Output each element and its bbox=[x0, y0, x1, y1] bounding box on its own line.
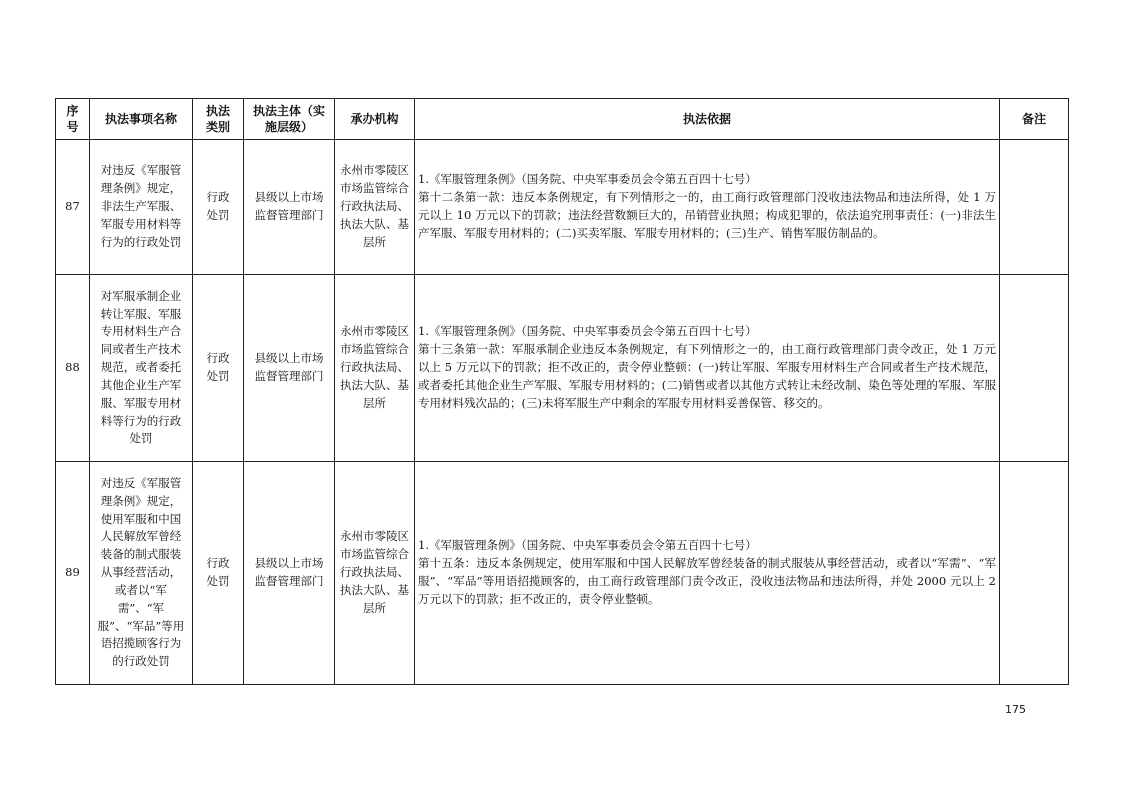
header-name: 执法事项名称 bbox=[90, 99, 193, 140]
table-row bbox=[56, 140, 1069, 275]
row-remark bbox=[1000, 275, 1069, 462]
header-remark: 备注 bbox=[1000, 99, 1069, 140]
basis-text: 第十五条：违反本条例规定，使用军服和中国人民解放军曾经装备的制式服装从事经营活动，或者以“军需”、“军服”、“军品”等用语招揽顾客的，由工商行政管理部门责令改正，没收违法物品和违法所得，并处 2000 元以上 2 万元以下的罚款；拒不改正的，责令停业整顿。 bbox=[418, 556, 996, 606]
basis-title: 1.《军服管理条例》（国务院、中央军事委员会令第五百四十七号） bbox=[418, 172, 757, 187]
row-basis bbox=[415, 140, 1000, 275]
row-name: 对违反《军服管理条例》规定，使用军服和中国人民解放军曾经装备的制式服装从事经营活动，或者以“军需”、“军服”、“军品”等用语招揽顾客行为的行政处罚 bbox=[90, 462, 193, 685]
header-basis: 执法依据 bbox=[415, 99, 1000, 140]
row-basis bbox=[415, 462, 1000, 685]
enforcement-table bbox=[55, 98, 1069, 685]
row-basis bbox=[415, 275, 1000, 462]
row-type: 行政处罚 bbox=[193, 462, 244, 685]
row-org: 永州市零陵区市场监管综合行政执法局、执法大队、基层所 bbox=[335, 462, 415, 685]
header-no: 序号 bbox=[56, 99, 90, 140]
row-name: 对军服承制企业转让军服、军服专用材料生产合同或者生产技术规范，或者委托其他企业生产军服、军服专用材料等行为的行政处罚 bbox=[90, 275, 193, 462]
header-org: 承办机构 bbox=[335, 99, 415, 140]
table-header-row bbox=[56, 99, 1069, 140]
basis-text: 第十三条第一款：军服承制企业违反本条例规定，有下列情形之一的，由工商行政管理部门责令改正，处 1 万元以上 5 万元以下的罚款；拒不改正的，责令停业整顿：(一)转让军服、军服专用材料生产合同或者生产技术规范，或者委托其他企业生产军服、军服专用材料的；(二)销售或者以其他方式转让未经改制、染色等处理的军服、军服专用材料残次品的；(三)未将军服生产中剩余的军服专用材料妥善保管、移交的。 bbox=[418, 342, 996, 410]
table-row bbox=[56, 275, 1069, 462]
row-no: 88 bbox=[56, 275, 90, 462]
row-no: 87 bbox=[56, 140, 90, 275]
header-type: 执法类别 bbox=[193, 99, 244, 140]
row-org: 永州市零陵区市场监管综合行政执法局、执法大队、基层所 bbox=[335, 140, 415, 275]
row-subject: 县级以上市场监督管理部门 bbox=[244, 275, 335, 462]
row-subject: 县级以上市场监督管理部门 bbox=[244, 140, 335, 275]
row-remark bbox=[1000, 140, 1069, 275]
row-name: 对违反《军服管理条例》规定，非法生产军服、军服专用材料等行为的行政处罚 bbox=[90, 140, 193, 275]
row-org: 永州市零陵区市场监管综合行政执法局、执法大队、基层所 bbox=[335, 275, 415, 462]
row-no: 89 bbox=[56, 462, 90, 685]
basis-text: 第十二条第一款：违反本条例规定，有下列情形之一的，由工商行政管理部门没收违法物品和违法所得，处 1 万元以上 10 万元以下的罚款；违法经营数额巨大的，吊销营业执照；构成犯罪的，依法追究刑事责任：(一)非法生产军服、军服专用材料的；(二)买卖军服、军服专用材料的；(三)生产、销售军服仿制品的。 bbox=[418, 190, 996, 240]
page-number: 175 bbox=[1005, 703, 1026, 716]
row-subject: 县级以上市场监督管理部门 bbox=[244, 462, 335, 685]
basis-title: 1.《军服管理条例》（国务院、中央军事委员会令第五百四十七号） bbox=[418, 324, 757, 339]
row-type: 行政处罚 bbox=[193, 275, 244, 462]
header-subject: 执法主体（实施层级） bbox=[244, 99, 335, 140]
row-remark bbox=[1000, 462, 1069, 685]
row-type: 行政处罚 bbox=[193, 140, 244, 275]
basis-title: 1.《军服管理条例》（国务院、中央军事委员会令第五百四十七号） bbox=[418, 538, 757, 553]
table-row bbox=[56, 462, 1069, 685]
